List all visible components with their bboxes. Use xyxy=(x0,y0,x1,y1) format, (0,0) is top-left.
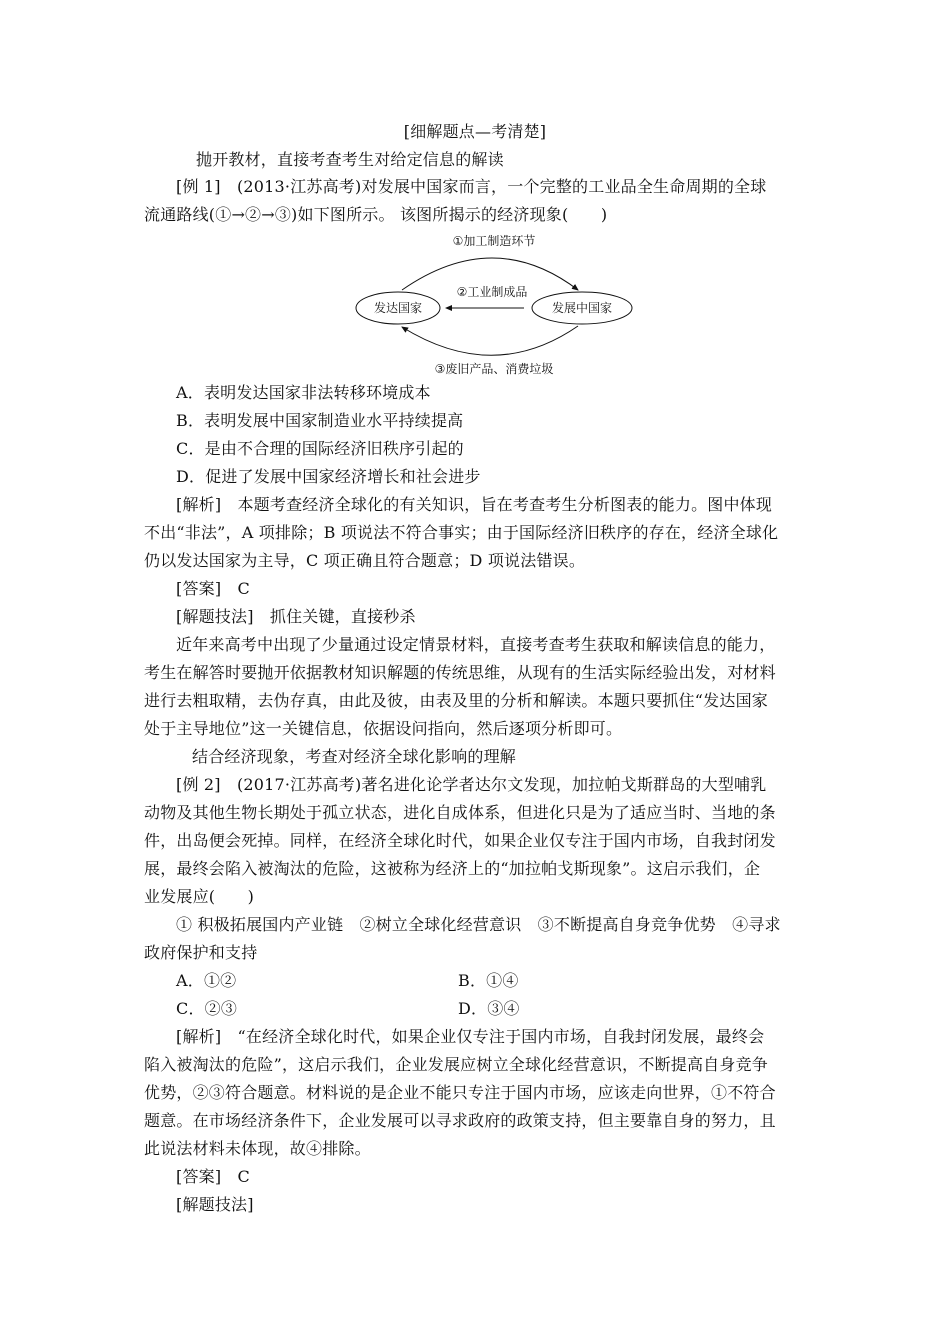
example1-option-a: A．表明发达国家非法转移环境成本 xyxy=(176,383,431,402)
global-circulation-diagram xyxy=(354,232,634,378)
example2-option-b: B．①④ xyxy=(458,971,519,990)
example2-items-line1: ① 积极拓展国内产业链 ②树立全球化经营意识 ③不断提高自身竞争优势 ④寻求 xyxy=(176,915,781,934)
example1-answer: [答案] C xyxy=(176,579,250,598)
example1-technique-line4: 处于主导地位”这一关键信息，依据设问指向，然后逐项分析即可。 xyxy=(144,719,623,738)
example1-analysis-line2: 不出“非法”，A 项排除；B 项说法不符合事实；由于国际经济旧秩序的存在，经济全球化 xyxy=(144,523,779,542)
example1-option-d: D．促进了发展中国家经济增长和社会进步 xyxy=(176,467,481,486)
example2-stem-line3: 件，出岛便会死掉。同样，在经济全球化时代，如果企业仅专注于国内市场，自我封闭发 xyxy=(144,831,776,850)
example2-answer: [答案] C xyxy=(176,1167,250,1186)
example2-analysis-line3: 优势，②③符合题意。材料说的是企业不能只专注于国内市场，应该走向世界，①不符合 xyxy=(144,1083,776,1102)
diagram-middle-label: ②工业制成品 xyxy=(456,285,528,299)
example1-analysis-line1: [解析] 本题考查经济全球化的有关知识，旨在考查考生分析图表的能力。图中体现 xyxy=(176,495,773,514)
section-title: [细解题点—考清楚] xyxy=(403,122,547,141)
example1-stem-line2: 流通路线(①→②→③)如下图所示。 该图所揭示的经济现象( ) xyxy=(144,205,608,224)
point-heading-2: 结合经济现象，考查对经济全球化影响的理解 xyxy=(192,747,517,766)
example2-stem-line5: 业发展应( ) xyxy=(144,887,255,906)
example2-analysis-line4: 题意。在市场经济条件下，企业发展可以寻求政府的政策支持，但主要靠自身的努力，且 xyxy=(144,1111,776,1130)
node-developed-country-label: 发达国家 xyxy=(373,301,423,315)
example1-option-b: B．表明发展中国家制造业水平持续提高 xyxy=(176,411,464,430)
diagram-bottom-label: ③废旧产品、消费垃圾 xyxy=(434,362,554,376)
example2-stem-line1: [例 2] (2017·江苏高考)著名进化论学者达尔文发现，加拉帕戈斯群岛的大型哺乳 xyxy=(176,775,767,794)
example2-stem-line4: 展，最终会陷入被淘汰的危险，这被称为经济上的“加拉帕戈斯现象”。这启示我们，企 xyxy=(144,859,761,878)
example2-technique-title: [解题技法] xyxy=(176,1195,254,1214)
example2-analysis-line5: 此说法材料未体现，故④排除。 xyxy=(144,1139,371,1158)
example2-analysis-line1: [解析] “在经济全球化时代，如果企业仅专注于国内市场，自我封闭发展，最终会 xyxy=(176,1027,765,1046)
example1-analysis-line3: 仍以发达国家为主导，C 项正确且符合题意；D 项说法错误。 xyxy=(144,551,586,570)
example2-option-a: A．①② xyxy=(176,971,237,990)
example1-technique-line1: 近年来高考中出现了少量通过设定情景材料，直接考查考生获取和解读信息的能力， xyxy=(176,635,776,654)
diagram-svg xyxy=(354,232,634,378)
node-developing-country-label: 发展中国家 xyxy=(551,301,613,315)
example1-technique-line3: 进行去粗取精，去伪存真，由此及彼，由表及里的分析和解读。本题只要抓住“发达国家 xyxy=(144,691,768,710)
example2-items-line2: 政府保护和支持 xyxy=(144,943,258,962)
diagram-top-label: ①加工制造环节 xyxy=(452,234,536,248)
arrow-waste-return xyxy=(402,326,578,355)
example2-analysis-line2: 陷入被淘汰的危险”，这启示我们，企业发展应树立全球化经营意识，不断提高自身竞争 xyxy=(144,1055,768,1074)
example2-option-c: C．②③ xyxy=(176,999,238,1018)
example2-option-d: D．③④ xyxy=(458,999,520,1018)
example2-stem-line2: 动物及其他生物长期处于孤立状态，进化自成体系，但进化只是为了适应当时、当地的条 xyxy=(144,803,776,822)
example1-stem-line1: [例 1] (2013·江苏高考)对发展中国家而言，一个完整的工业品全生命周期的全球 xyxy=(176,177,767,196)
example1-technique-title: [解题技法] 抓住关键，直接秒杀 xyxy=(176,607,416,626)
example1-technique-line2: 考生在解答时要抛开依据教材知识解题的传统思维，从现有的生活实际经验出发，对材料 xyxy=(144,663,776,682)
example1-option-c: C．是由不合理的国际经济旧秩序引起的 xyxy=(176,439,464,458)
point-heading-1: 抛开教材，直接考查考生对给定信息的解读 xyxy=(196,150,504,169)
